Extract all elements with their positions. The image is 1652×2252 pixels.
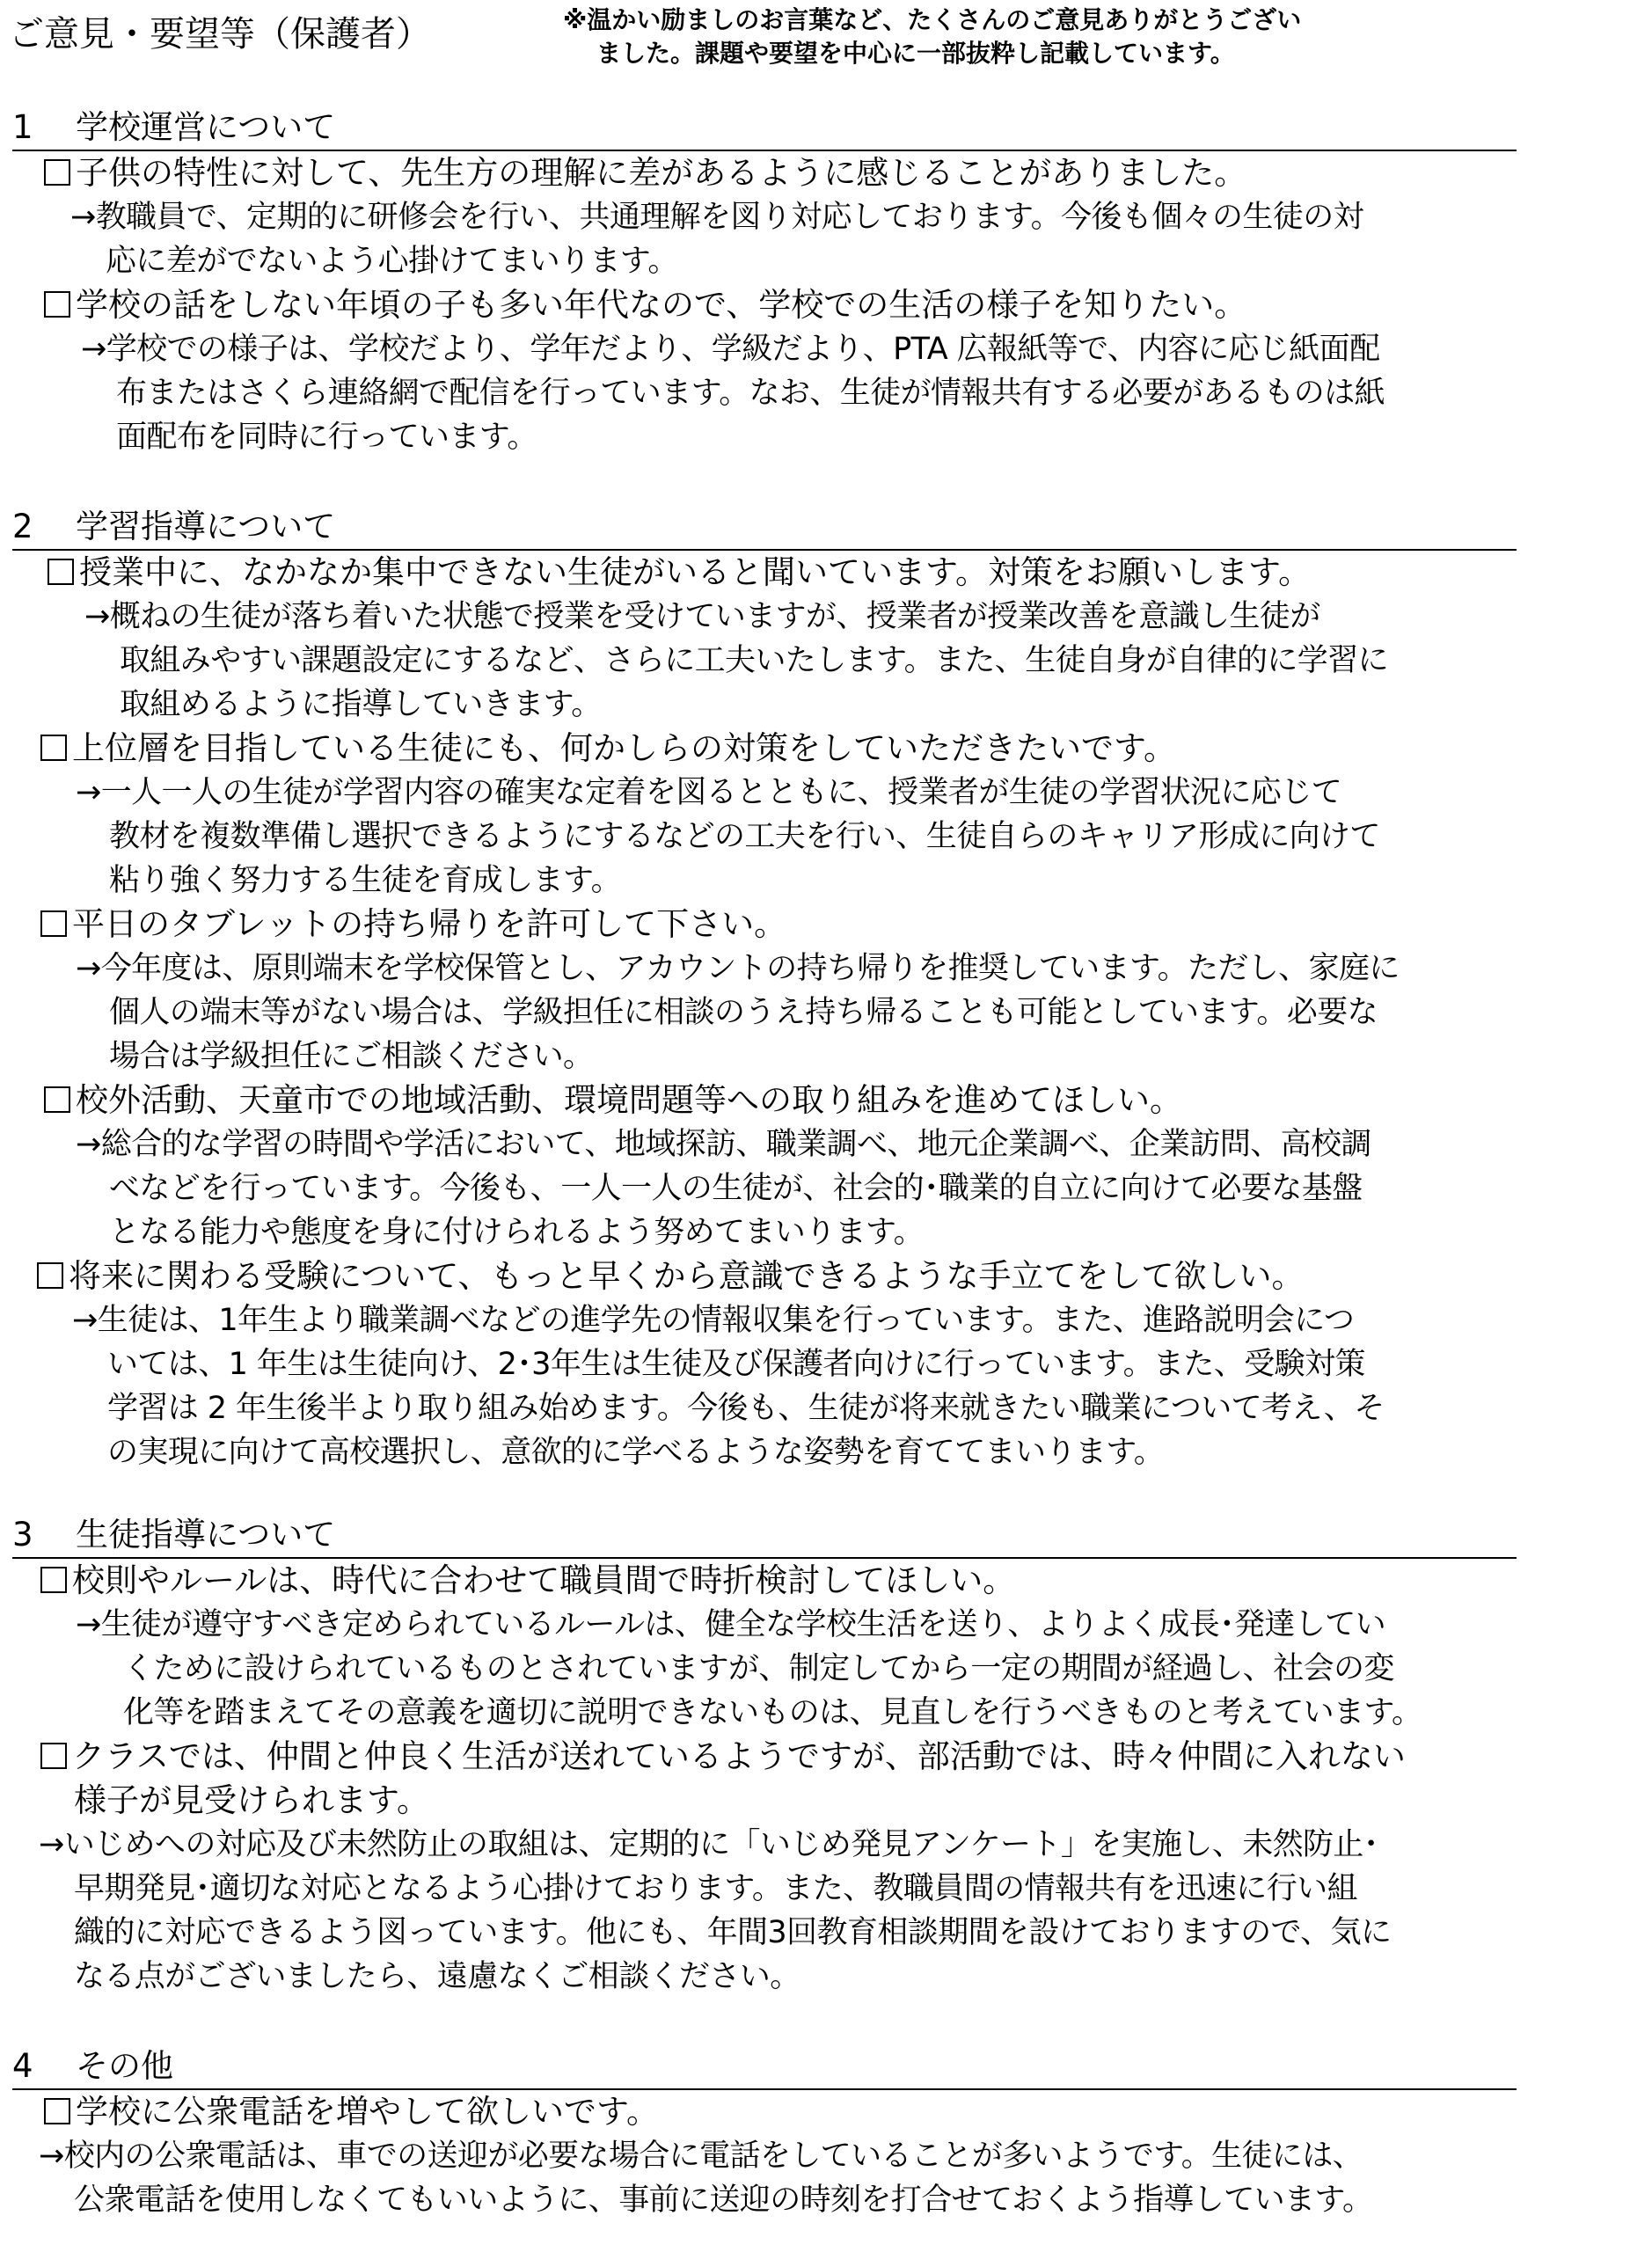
document-title: ご意見・要望等（保護者）: [9, 14, 431, 55]
answer-line: →総合的な学習の時間や学活において、地域探訪、職業調べ、地元企業調べ、企業訪問、高校調: [76, 1127, 1371, 1162]
thanks-note-line-2: ました。課題や要望を中心に一部抜粋し記載しています。: [596, 39, 1235, 68]
answer-line: 取組みやすい課題設定にするなど、さらに工夫いたします。また、生徒自身が自律的に学習に: [120, 643, 1389, 678]
answer: [39, 1823, 1652, 1999]
answer: [76, 771, 1652, 903]
answer-line: 粘り強く努力する生徒を育成します。: [109, 863, 622, 898]
question-continuation: 様子が見受けられます。: [74, 1781, 430, 1819]
question: 校則やルールは、時代に合わせて職員間で時折検討してほしい。: [40, 1559, 1652, 1603]
section-other: [0, 2046, 1652, 2222]
answer-line: 面配布を同時に行っています。: [116, 420, 537, 455]
answer-line: となる能力や態度を身に付けられるよう努めてまいります。: [109, 1215, 925, 1250]
list-item: [0, 1559, 1652, 1735]
answer: [72, 1298, 1652, 1474]
answer-line: くために設けられているものとされていますが、制定してから一定の期間が経過し、社会の変: [123, 1651, 1394, 1686]
answer: [76, 1603, 1652, 1735]
answer-line: なる点がございましたら、遠慮なくご相談ください。: [74, 1959, 800, 1994]
checkbox-square-icon: [40, 735, 67, 761]
checkbox-square-icon: [44, 1086, 70, 1113]
answer-line: →一人一人の生徒が学習内容の確実な定着を図るとともに、授業者が生徒の学習状況に応じて: [76, 775, 1342, 810]
section-student-guidance: [0, 1515, 1652, 1999]
thanks-note: [563, 4, 1301, 70]
answer-line: →教職員で、定期的に研修会を行い、共通理解を図り対応しております。今後も個々の生徒の対: [70, 200, 1364, 235]
section-heading: [12, 1515, 1517, 1559]
checkbox-square-icon: [48, 559, 74, 585]
answer-line: べなどを行っています。今後も、一人一人の生徒が、社会的･職業的自立に向けて必要な基盤: [109, 1171, 1363, 1206]
checkbox-square-icon: [44, 291, 70, 318]
question: 将来に関わる受験について、もっと早くから意識できるような手立てをして欲しい。: [37, 1254, 1652, 1298]
section-heading: [12, 2046, 1517, 2090]
answer-line: →今年度は、原則端末を学校保管とし、アカウントの持ち帰りを推奨しています。ただし、家庭に: [76, 951, 1400, 986]
answer-line: 取組めるように指導していきます。: [120, 687, 602, 722]
checkbox-square-icon: [40, 1743, 67, 1769]
section-number: 4: [12, 2047, 33, 2085]
list-item: [0, 283, 1652, 459]
answer-line: →いじめへの対応及び未然防止の取組は、定期的に「いじめ発見アンケート」を実施し、未然防止･: [39, 1827, 1378, 1862]
section-heading-text: その他: [76, 2047, 173, 2085]
answer-line: 学習は 2 年生後半より取り組み始めます。今後も、生徒が将来就きたい職業について考え、そ: [107, 1391, 1385, 1426]
answer-line: 応に差がでないよう心掛けてまいります。: [106, 244, 678, 279]
answer-line: →学校での様子は、学校だより、学年だより、学級だより、PTA 広報紙等で、内容に応じ紙面配: [81, 332, 1380, 367]
question: 上位層を目指している生徒にも、何かしらの対策をしていただきたいです。: [40, 727, 1652, 771]
checkbox-square-icon: [40, 910, 67, 937]
list-item: [0, 151, 1652, 283]
list-item: [0, 727, 1652, 903]
section-heading-text: 生徒指導について: [76, 1516, 336, 1554]
list-item: [0, 1078, 1652, 1254]
section-learning-guidance: [0, 507, 1652, 1474]
answer-line: 布またはさくら連絡網で配信を行っています。なお、生徒が情報共有する必要があるものは紙: [116, 376, 1385, 411]
list-item: [0, 1254, 1652, 1474]
answer-line: の実現に向けて高校選択し、意欲的に学べるような姿勢を育ててまいります。: [107, 1435, 1165, 1470]
thanks-note-line-1: ※温かい励ましのお言葉など、たくさんのご意見ありがとうござい: [563, 5, 1302, 34]
section-heading: [12, 107, 1517, 151]
section-heading-text: 学習指導について: [76, 508, 336, 545]
question: 学校の話をしない年頃の子も多い年代なので、学校での生活の様子を知りたい。: [44, 283, 1652, 327]
list-item: [0, 551, 1652, 727]
list-item: [0, 903, 1652, 1078]
answer-line: →生徒は、1年生より職業調べなどの進学先の情報収集を行っています。また、進路説明会につ: [72, 1303, 1355, 1338]
answer-line: 公衆電話を使用しなくてもいいように、事前に送迎の時刻を打合せておくよう指導しています。: [74, 2183, 1373, 2218]
checkbox-square-icon: [40, 1567, 67, 1593]
question: 授業中に、なかなか集中できない生徒がいると聞いています。対策をお願いします。: [48, 551, 1652, 595]
answer-line: →概ねの生徒が落ち着いた状態で授業を受けていますが、授業者が授業改善を意識し生徒が: [84, 599, 1320, 634]
answer-line: 織的に対応できるよう図っています。他にも、年間3回教育相談期間を設けておりますので、気に: [74, 1915, 1392, 1950]
answer-line: →校内の公衆電話は、車での送迎が必要な場合に電話をしていることが多いようです。生徒には、: [39, 2139, 1363, 2174]
answer: [70, 195, 1652, 283]
checkbox-square-icon: [44, 159, 70, 186]
answer: [84, 595, 1652, 727]
answer-line: →生徒が遵守すべき定められているルールは、健全な学校生活を送り、よりよく成長･発達してい: [76, 1607, 1386, 1642]
answer-line: 個人の端末等がない場合は、学級担任に相談のうえ持ち帰ることも可能としています。必要な: [109, 995, 1378, 1030]
question: 学校に公衆電話を増やして欲しいです。: [44, 2090, 1652, 2134]
answer-line: 教材を複数準備し選択できるようにするなどの工夫を行い、生徒自らのキャリア形成に向けて: [109, 819, 1380, 854]
answer-line: 早期発見･適切な対応となるよう心掛けております。また、教職員間の情報共有を迅速に行い組: [74, 1871, 1357, 1906]
section-number: 3: [12, 1516, 33, 1554]
answer-line: いては、1 年生は生徒向け、2･3年生は生徒及び保護者向けに行っています。また、受験対策: [107, 1347, 1365, 1382]
question: クラスでは、仲間と仲良く生活が送れているようですが、部活動では、時々仲間に入れない: [40, 1735, 1652, 1779]
question: 平日のタブレットの持ち帰りを許可して下さい。: [40, 903, 1652, 947]
answer: [76, 1122, 1652, 1254]
list-item: [0, 2090, 1652, 2222]
question: 子供の特性に対して、先生方の理解に差があるように感じることがありました。: [44, 151, 1652, 195]
answer: [76, 947, 1652, 1078]
answer-line: 場合は学級担任にご相談ください。: [109, 1039, 594, 1074]
question: 校外活動、天童市での地域活動、環境問題等への取り組みを進めてほしい。: [44, 1078, 1652, 1122]
section-number: 2: [12, 508, 33, 545]
answer-line: 化等を踏まえてその意義を適切に説明できないものは、見直しを行うべきものと考えています。: [123, 1695, 1422, 1730]
section-heading-text: 学校運営について: [76, 108, 336, 146]
section-heading: [12, 507, 1517, 551]
list-item: [0, 1735, 1652, 1999]
answer: [81, 327, 1652, 459]
section-number: 1: [12, 108, 33, 146]
section-school-management: [0, 107, 1652, 459]
checkbox-square-icon: [37, 1262, 63, 1289]
answer: [39, 2134, 1652, 2222]
checkbox-square-icon: [44, 2098, 70, 2124]
